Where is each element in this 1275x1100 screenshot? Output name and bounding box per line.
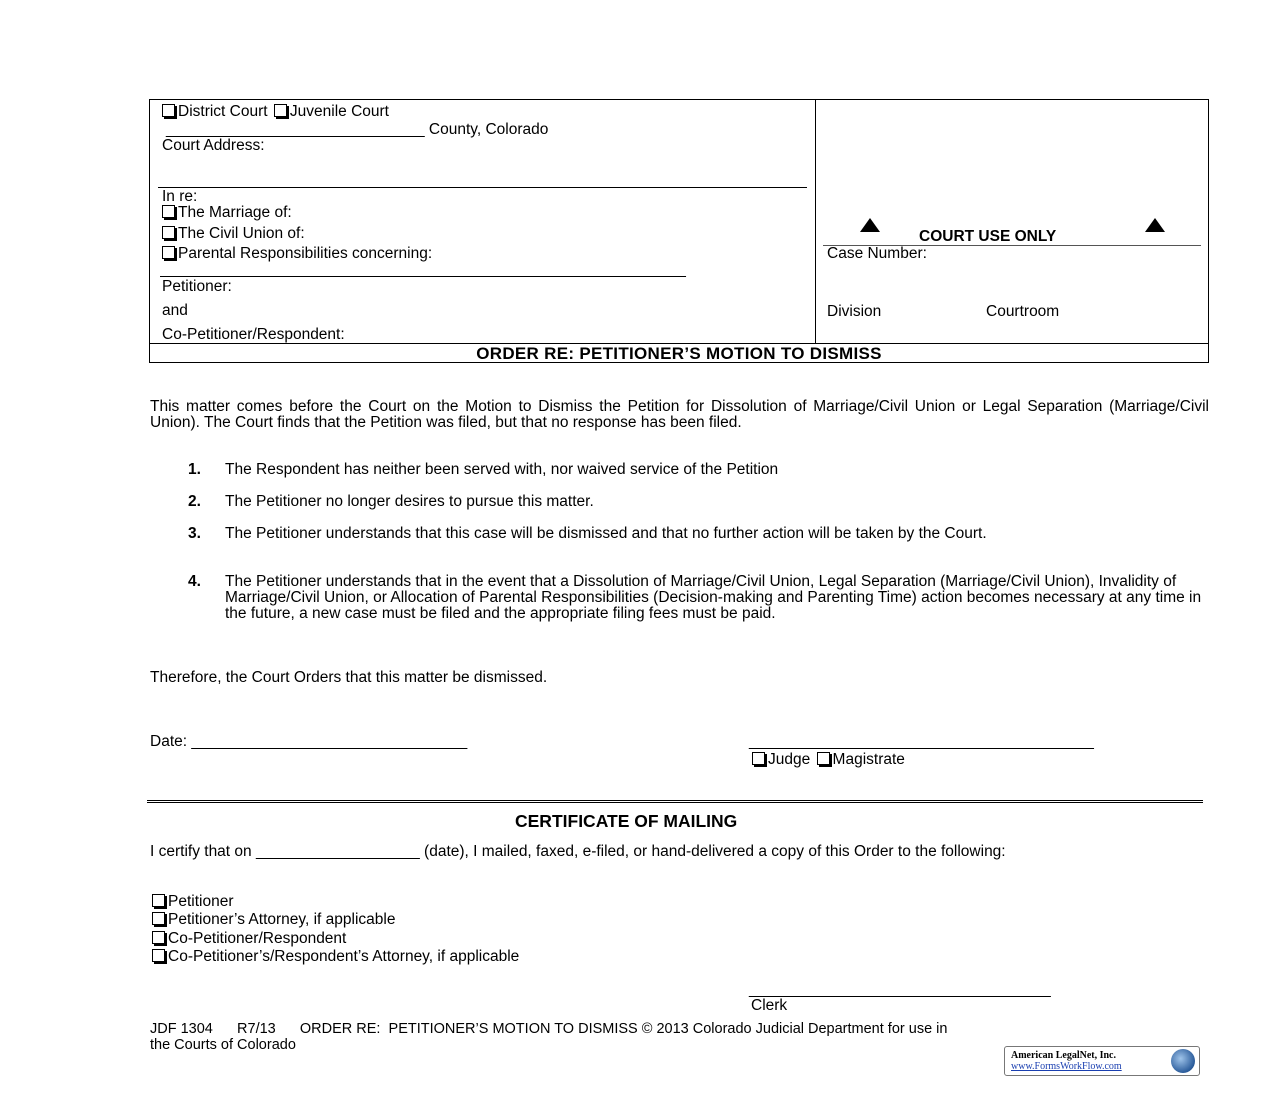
recipient-label: Co-Petitioner’s/Respondent’s Attorney, if applicable [168, 948, 520, 965]
recipient-label: Petitioner [168, 893, 234, 910]
footer-line-1: JDF 1304 R7/13 ORDER RE: PETITIONER’S MOTION TO DISMISS © 2013 Colorado Judicial Department for use in [150, 1021, 948, 1037]
marriage-checkbox[interactable] [162, 205, 175, 218]
item-text: The Petitioner no longer desires to pursue this matter. [225, 493, 594, 510]
district-court-checkbox[interactable] [162, 104, 175, 117]
county-field[interactable]: ______________________________ County, Colorado [166, 121, 549, 138]
section-divider-bottom [147, 802, 1203, 803]
item-number: 1. [188, 461, 201, 478]
magistrate-label: Magistrate [832, 751, 905, 768]
footer-line-2: the Courts of Colorado [150, 1037, 296, 1053]
and-label: and [162, 302, 188, 319]
co-petitioner-checkbox[interactable] [152, 931, 165, 944]
item-text: The Respondent has neither been served with, nor waived service of the Petition [225, 461, 779, 478]
clerk-signature-line[interactable]: ___________________________________ [749, 981, 1051, 998]
item-text: The Petitioner understands that in the event that a Dissolution of Marriage/Civil Union, Legal Separation (Marriage/Civil Union), Invalidity of Marriage/Civil Union, or Allocation of Parental Responsibilities (Decision-making and Parenting Time) action becomes necessary at any time in the future, a new case must be filed and the appropriate filing fees must be paid. [225, 573, 1202, 622]
logo-url[interactable]: www.FormsWorkFlow.com [1011, 1061, 1122, 1072]
document-title: ORDER RE: PETITIONER’S MOTION TO DISMISS [149, 343, 1209, 363]
up-arrow-icon-left [860, 218, 880, 232]
parties-underline: _____________________________________________________________ [160, 262, 686, 278]
petitioner-attorney-checkbox[interactable] [152, 912, 165, 925]
marriage-option [162, 205, 292, 221]
district-court-label: District Court [178, 103, 268, 120]
recipient-label: Petitioner’s Attorney, if applicable [168, 911, 396, 928]
address-underline [158, 187, 807, 188]
court-address-label: Court Address: [162, 137, 265, 154]
date-field[interactable]: Date: ________________________________ [150, 733, 468, 750]
civil-union-option [162, 226, 305, 242]
juvenile-court-label: Juvenile Court [289, 103, 389, 120]
co-petitioner-label: Co-Petitioner/Respondent: [162, 326, 345, 343]
co-petitioner-attorney-checkbox[interactable] [152, 949, 165, 962]
certificate-text: I certify that on ___________________ (date), I mailed, faxed, e-filed, or hand-delivered a copy of this Order to the following: [150, 843, 1006, 860]
therefore-paragraph: Therefore, the Court Orders that this matter be dismissed. [150, 669, 548, 686]
american-legalnet-logo[interactable] [1004, 1046, 1200, 1076]
up-arrow-icon-right [1145, 218, 1165, 232]
court-type-row [162, 104, 389, 120]
civil-union-checkbox[interactable] [162, 226, 175, 239]
certificate-heading: CERTIFICATE OF MAILING [515, 811, 738, 831]
judge-label: Judge [768, 751, 811, 768]
courtroom-label: Courtroom [986, 303, 1060, 320]
court-use-only-label: COURT USE ONLY [919, 228, 1057, 245]
petitioner-checkbox[interactable] [152, 894, 165, 907]
item-number: 3. [188, 525, 201, 542]
recipient-item [152, 949, 519, 965]
parental-option [162, 246, 432, 262]
division-label: Division [827, 303, 882, 320]
item-number: 4. [188, 573, 201, 590]
case-number-label: Case Number: [827, 245, 927, 262]
magistrate-checkbox[interactable] [817, 752, 830, 765]
logo-name: American LegalNet, Inc. [1011, 1050, 1116, 1061]
globe-icon [1171, 1049, 1195, 1073]
marriage-label: The Marriage of: [178, 204, 292, 221]
recipient-item [152, 912, 395, 928]
in-re-label: In re: [162, 188, 198, 205]
caption-divider [815, 99, 816, 343]
recipient-item [152, 894, 233, 910]
judge-checkbox[interactable] [752, 752, 765, 765]
section-divider-top [147, 800, 1203, 801]
recipient-label: Co-Petitioner/Respondent [168, 930, 347, 947]
clerk-label: Clerk [751, 997, 788, 1014]
parental-label: Parental Responsibilities concerning: [178, 245, 433, 262]
recipient-item [152, 931, 346, 947]
civil-union-label: The Civil Union of: [178, 225, 305, 242]
juvenile-court-checkbox[interactable] [274, 104, 287, 117]
item-number: 2. [188, 493, 201, 510]
parental-checkbox[interactable] [162, 246, 175, 259]
judge-signature-line[interactable]: ________________________________________ [749, 733, 1094, 750]
petitioner-label: Petitioner: [162, 278, 232, 295]
judge-magistrate-row [752, 752, 905, 768]
item-text: The Petitioner understands that this case will be dismissed and that no further action will be taken by the Court. [225, 525, 987, 542]
intro-paragraph: This matter comes before the Court on the Motion to Dismiss the Petition for Dissolution of Marriage/Civil Union or Legal Separation (Marriage/Civil Union). The Court finds that the Petition was filed, but that no response has been filed. [150, 398, 1209, 431]
